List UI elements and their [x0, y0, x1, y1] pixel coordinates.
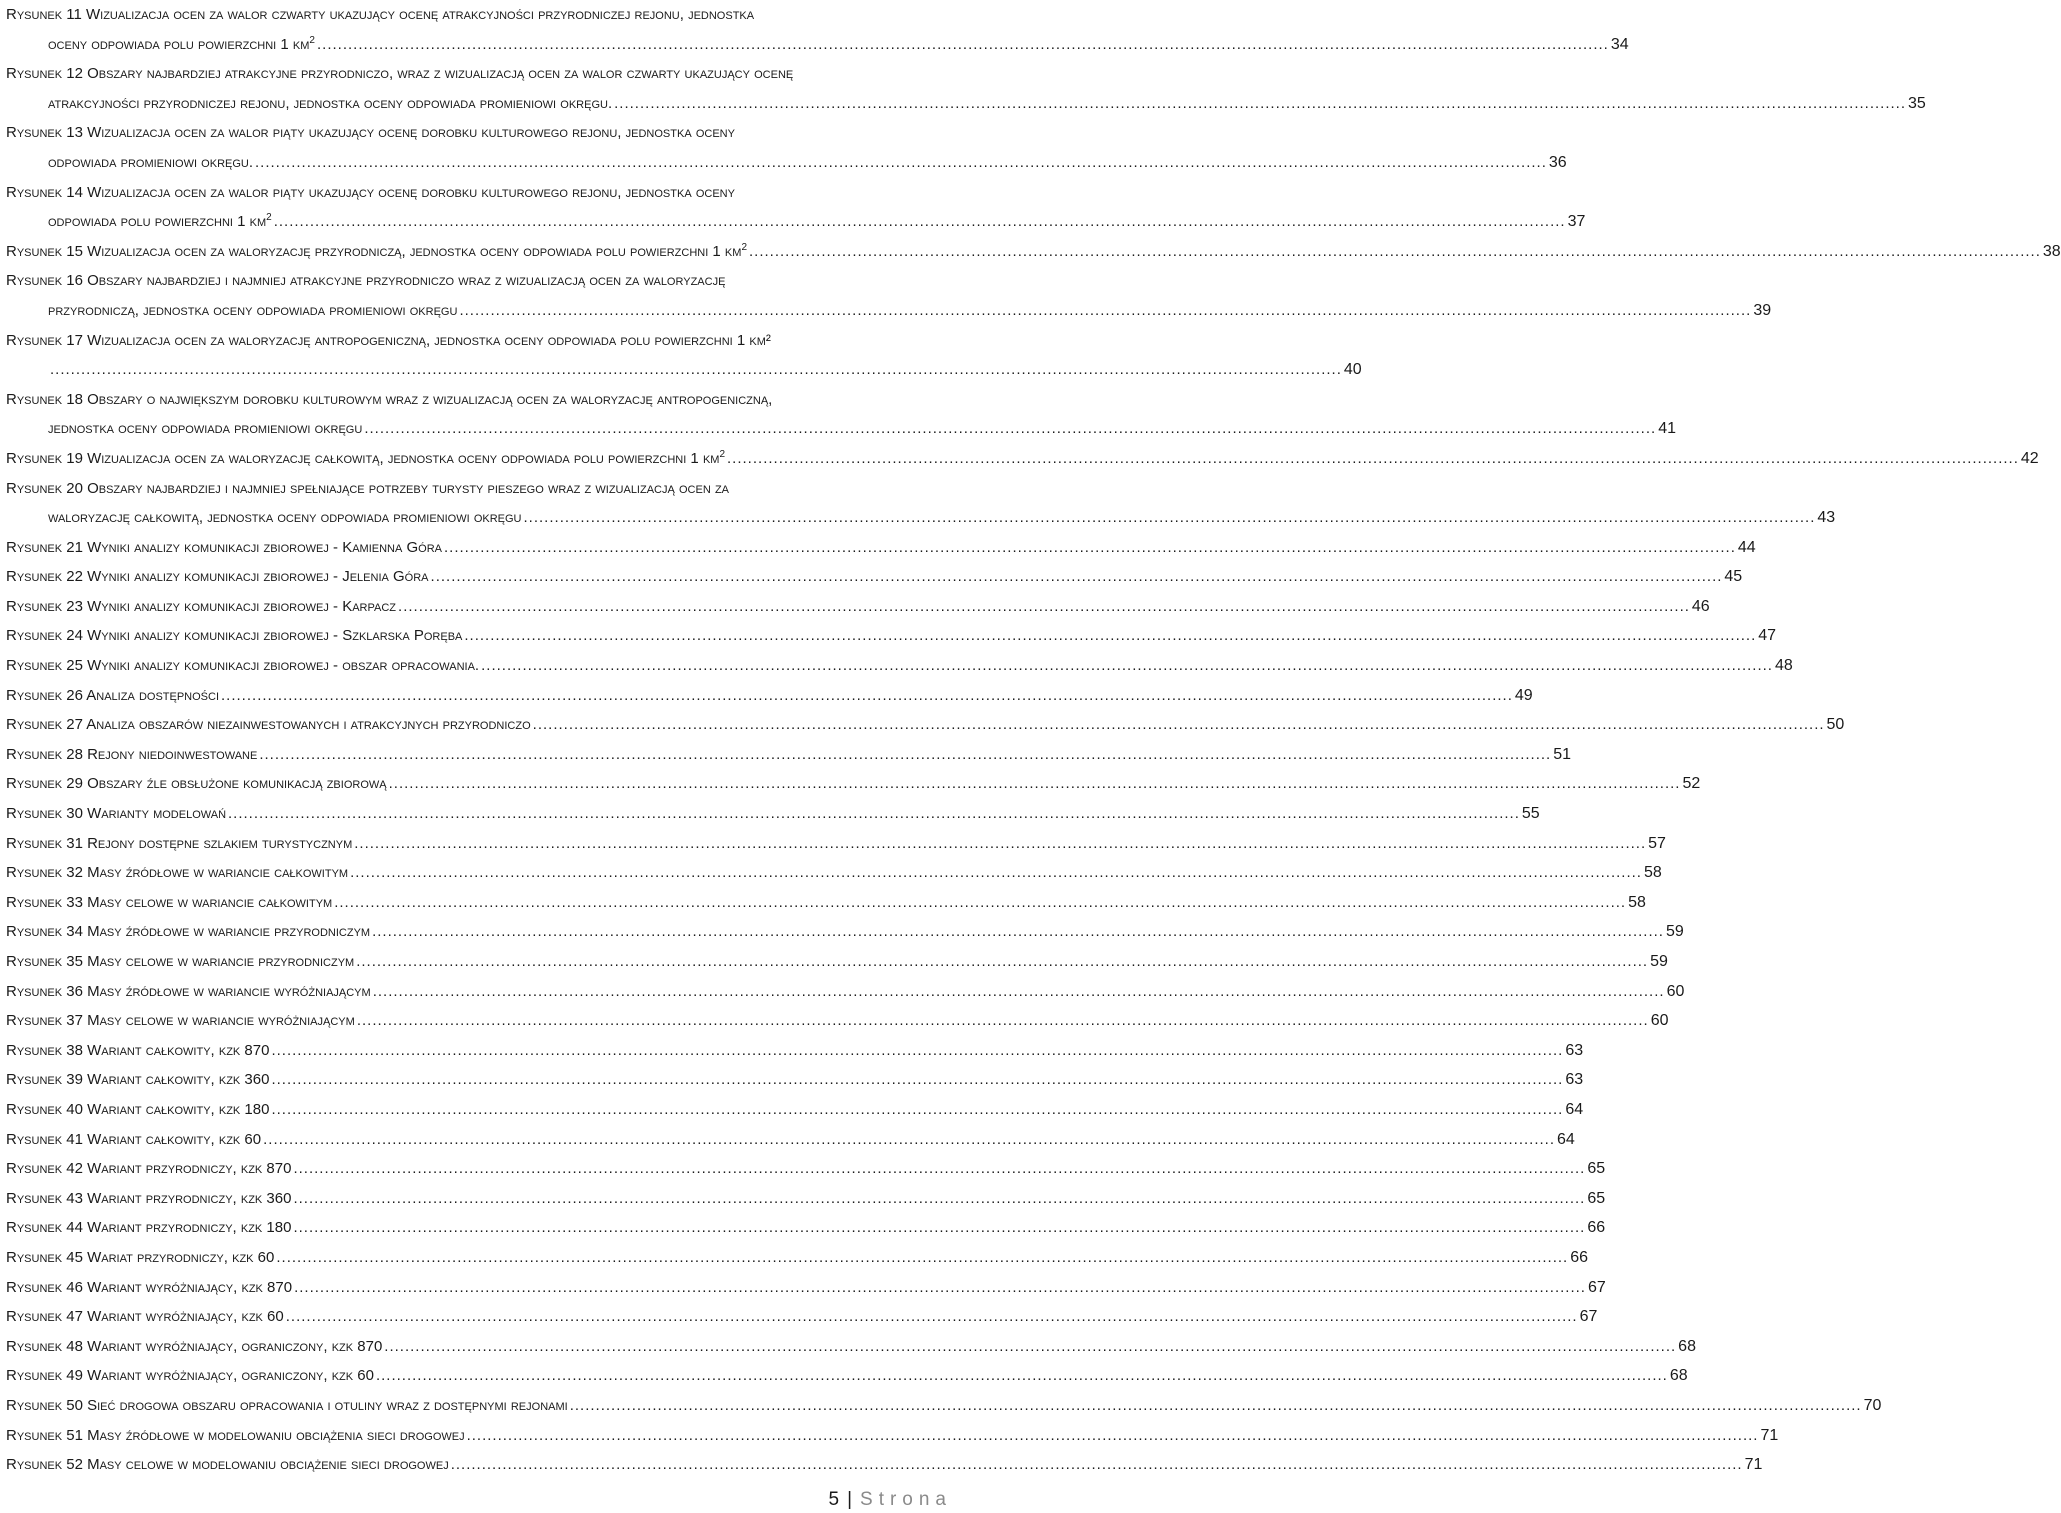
toc-entry[interactable] [6, 385, 1676, 444]
toc-entry-title-text: Rysunek 43 Wariant przyrodniczy, kzk 360 [6, 1189, 292, 1207]
toc-entry[interactable] [6, 1036, 1584, 1066]
dot-leader [356, 947, 1648, 977]
dot-leader [357, 1006, 1649, 1036]
dot-leader [524, 503, 1816, 533]
toc-entry-title [48, 148, 253, 178]
toc-entry-title [6, 1065, 269, 1095]
dot-leader [384, 1332, 1676, 1362]
toc-entry-title-text: Rysunek 41 Wariant całkowity, kzk 60 [6, 1130, 262, 1148]
toc-entry-title-text: odpowiada promieniowi okręgu. [48, 153, 254, 171]
toc-entry-title [6, 562, 429, 592]
toc-entry-title-text: Rysunek 44 Wariant przyrodniczy, kzk 180 [6, 1219, 292, 1237]
toc-entry[interactable] [6, 0, 1629, 59]
toc-entry-title-text: Rysunek 21 Wyniki analizy komunikacji zbiorowej - Kamienna Góra [6, 538, 443, 556]
toc-entry-page-number: 68 [1678, 1337, 1696, 1355]
dot-leader [228, 799, 1520, 829]
toc-entry-title-line: Rysunek 14 Wizualizacja ocen za walor piąty ukazujący ocenę dorobku kulturowego rejonu, jednostka oceny [6, 183, 735, 201]
dot-leader [749, 237, 2041, 267]
dot-leader [570, 1391, 1862, 1421]
toc-entry-title-line: Rysunek 11 Wizualizacja ocen za walor czwarty ukazujący ocenę atrakcyjności przyrodniczej rejonu, jednostka [6, 6, 755, 23]
toc-entry[interactable] [6, 326, 1362, 385]
dot-leader [389, 769, 1681, 799]
toc-entry[interactable] [6, 444, 2039, 474]
toc-entry-page-number: 70 [1863, 1396, 1882, 1414]
dot-leader [271, 1065, 1563, 1095]
toc-entry[interactable] [6, 1154, 1606, 1184]
toc-entry-title [6, 1421, 465, 1451]
toc-entry[interactable] [6, 1450, 1763, 1480]
toc-entry-title-text: Rysunek 24 Wyniki analizy komunikacji zbiorowej - Szklarska Poręba [6, 627, 463, 645]
dot-leader [614, 89, 1906, 119]
toc-entry-title [6, 1184, 291, 1214]
toc-entry-title-line: Rysunek 17 Wizualizacja ocen za waloryzację antropogeniczną, jednostka oceny odpowiada polu powierzchni 1 km² [6, 331, 771, 349]
dot-leader [533, 710, 1825, 740]
toc-entry-page-number: 58 [1628, 893, 1646, 911]
dot-leader [293, 1213, 1585, 1243]
toc-entry-title [6, 710, 531, 740]
toc-entry-page-number: 48 [1774, 657, 1793, 675]
toc-entry[interactable] [6, 1213, 1606, 1243]
toc-entry-page-number: 58 [1643, 864, 1662, 882]
toc-entry-title-text: Rysunek 26 Analiza dostępności [6, 686, 220, 704]
dot-leader [271, 1095, 1563, 1125]
toc-entry-title-text: atrakcyjności przyrodniczej rejonu, jednostka oceny odpowiada promieniowi okręgu. [48, 94, 613, 112]
toc-entry[interactable] [6, 1065, 1584, 1095]
toc-entry-page-number: 64 [1565, 1100, 1584, 1118]
toc-entry[interactable] [6, 59, 1926, 118]
toc-entry-title-text: Rysunek 50 Sieć drogowa obszaru opracowania i otuliny wraz z dostępnymi rejonami [6, 1396, 568, 1414]
toc-entry-title [6, 681, 219, 711]
dot-leader [354, 829, 1646, 859]
toc-entry-title [6, 444, 725, 474]
toc-entry-page-number: 52 [1682, 775, 1701, 793]
toc-entry-title-text: Rysunek 22 Wyniki analizy komunikacji zbiorowej - Jelenia Góra [6, 568, 429, 586]
toc-entry-page-number: 65 [1587, 1189, 1606, 1207]
dot-leader [350, 858, 1642, 888]
toc-entry[interactable] [6, 1184, 1606, 1214]
toc-entry-page-number: 71 [1744, 1456, 1763, 1474]
toc-entry-title-text: Rysunek 33 Masy celowe w wariancie całkowitym [6, 893, 333, 911]
toc-entry[interactable] [6, 710, 1845, 740]
toc-entry-title [6, 1095, 269, 1125]
toc-entry-title-text: Rysunek 36 Masy źródłowe w wariancie wyróżniającym [6, 982, 371, 1000]
toc-entry-title [6, 592, 396, 622]
toc-entry-title-text: Rysunek 23 Wyniki analizy komunikacji zbiorowej - Karpacz [6, 597, 397, 615]
toc-entry-title-text: Rysunek 19 Wizualizacja ocen za waloryzację całkowitą, jednostka oceny odpowiada polu powierzchni 1 km [6, 449, 720, 467]
dot-leader [259, 740, 1551, 770]
dot-leader [451, 1450, 1743, 1480]
toc-entry-page-number: 57 [1648, 834, 1666, 852]
toc-entry[interactable] [6, 1125, 1575, 1155]
dot-leader [398, 592, 1690, 622]
dot-leader [294, 1273, 1586, 1303]
toc-entry-title [6, 829, 352, 859]
toc-entry-page-number: 44 [1737, 538, 1756, 556]
toc-entry-page-number: 38 [2042, 242, 2061, 260]
toc-entry-title [48, 207, 272, 237]
toc-entry-title-text: jednostka oceny odpowiada promieniowi okręgu [48, 420, 363, 438]
toc-entry[interactable] [6, 740, 1571, 770]
dot-leader [50, 355, 1342, 385]
toc-entry-title [6, 947, 354, 977]
toc-entry-title-text: Rysunek 45 Wariat przyrodniczy, kzk 60 [6, 1248, 275, 1266]
toc-entry-title-text: Rysunek 37 Masy celowe w wariancie wyróżniającym [6, 1012, 355, 1030]
toc-entry[interactable] [6, 592, 1710, 622]
toc-entry[interactable] [6, 562, 1743, 592]
toc-entry-page-number: 59 [1650, 953, 1668, 970]
dot-leader [364, 414, 1656, 444]
toc-entry-title-text: Rysunek 31 Rejony dostępne szlakiem turystycznym [6, 834, 353, 852]
toc-entry-page-number: 43 [1817, 509, 1836, 527]
toc-entry-page-number: 60 [1650, 1012, 1669, 1030]
toc-entry-title-text: oceny odpowiada polu powierzchni 1 km [48, 35, 310, 53]
superscript: 2 [309, 34, 315, 46]
toc-entry-title-text: Rysunek 40 Wariant całkowity, kzk 180 [6, 1100, 270, 1118]
dot-leader [444, 533, 1736, 563]
toc-entry-title [6, 977, 371, 1007]
toc-entry[interactable] [6, 178, 1586, 237]
toc-entry-title-line: Rysunek 18 Obszary o największym dorobku kulturowym wraz z wizualizacją ocen za waloryzację antropogeniczną, [6, 390, 773, 408]
toc-entry-title [6, 1125, 261, 1155]
toc-entry[interactable] [6, 474, 1836, 533]
toc-entry-title [6, 1036, 269, 1066]
table-of-figures [6, 0, 2061, 1480]
dot-leader [376, 1361, 1668, 1391]
dot-leader [481, 651, 1773, 681]
toc-entry-title-line: Rysunek 16 Obszary najbardziej i najmniej atrakcyjne przyrodniczo wraz z wizualizacją ocen za waloryzację [6, 272, 726, 290]
toc-entry[interactable] [6, 769, 1701, 799]
toc-entry-title [48, 89, 612, 119]
toc-entry-title [6, 621, 462, 651]
dot-leader [727, 444, 2019, 474]
toc-entry-title [6, 1213, 291, 1243]
toc-entry[interactable] [6, 651, 1793, 681]
toc-entry[interactable] [6, 533, 1756, 563]
toc-entry-title-text: Rysunek 42 Wariant przyrodniczy, kzk 870 [6, 1160, 292, 1178]
toc-entry[interactable] [6, 829, 1666, 859]
dot-leader [317, 30, 1609, 60]
dot-leader [263, 1125, 1555, 1155]
toc-entry-page-number: 51 [1553, 745, 1571, 763]
toc-entry-title [6, 1332, 382, 1362]
toc-entry-title-text: Rysunek 49 Wariant wyróżniający, ograniczony, kzk 60 [6, 1367, 374, 1385]
dot-leader [286, 1302, 1578, 1332]
toc-entry-title-text: Rysunek 27 Analiza obszarów niezainwestowanych i atrakcyjnych przyrodniczo [6, 716, 531, 734]
toc-entry-title-text: Rysunek 15 Wizualizacja ocen za waloryzację przyrodniczą, jednostka oceny odpowiada polu powierzchni 1 km [6, 242, 742, 260]
toc-entry[interactable] [6, 621, 1777, 651]
toc-entry-title [6, 858, 348, 888]
toc-entry-title-text: Rysunek 52 Masy celowe w modelowaniu obciążenie sieci drogowej [6, 1456, 449, 1474]
toc-entry[interactable] [6, 1332, 1696, 1362]
toc-entry-title [48, 296, 457, 326]
toc-entry[interactable] [6, 977, 1685, 1007]
dot-leader [274, 207, 1566, 237]
toc-entry-page-number: 46 [1691, 597, 1710, 615]
dot-leader [464, 621, 1756, 651]
dot-leader [372, 917, 1664, 947]
superscript: 2 [266, 212, 272, 224]
toc-entry-title-text: Rysunek 51 Masy źródłowe w modelowaniu obciążenia sieci drogowej [6, 1426, 465, 1444]
toc-entry[interactable] [6, 237, 2061, 267]
dot-leader [334, 888, 1626, 918]
superscript: 2 [719, 448, 726, 460]
dot-leader [373, 977, 1665, 1007]
toc-entry-title [48, 30, 315, 60]
toc-entry-title-text: waloryzację całkowitą, jednostka oceny odpowiada promieniowi okręgu [48, 509, 522, 527]
dot-leader [293, 1154, 1585, 1184]
page-footer [829, 1489, 953, 1511]
superscript: 2 [741, 241, 747, 253]
toc-entry[interactable] [6, 917, 1684, 947]
toc-entry-page-number: 49 [1514, 686, 1533, 704]
toc-entry-page-number: 66 [1570, 1248, 1589, 1266]
toc-entry-title-text: Rysunek 25 Wyniki analizy komunikacji zbiorowej - obszar opracowania. [6, 657, 480, 675]
toc-entry-title [6, 917, 370, 947]
toc-entry[interactable] [6, 681, 1533, 711]
toc-entry-page-number: 71 [1760, 1426, 1779, 1444]
toc-entry-page-number: 59 [1665, 923, 1684, 941]
dot-leader [271, 1036, 1563, 1066]
toc-entry[interactable] [6, 118, 1567, 177]
footer-separator: | [847, 1489, 853, 1510]
toc-entry[interactable] [6, 799, 1540, 829]
toc-entry-title [6, 651, 479, 681]
toc-entry[interactable] [6, 1243, 1589, 1273]
toc-entry-title [48, 414, 362, 444]
toc-entry-title-text: odpowiada polu powierzchni 1 km [48, 213, 267, 231]
toc-entry-page-number: 66 [1587, 1219, 1606, 1237]
toc-entry-page-number: 39 [1753, 301, 1772, 319]
toc-entry[interactable] [6, 1361, 1688, 1391]
toc-entry-title [6, 1273, 292, 1303]
toc-entry-title-text: przyrodniczą, jednostka oceny odpowiada promieniowi okręgu [48, 301, 458, 319]
toc-entry[interactable] [6, 888, 1646, 918]
dot-leader [276, 1243, 1568, 1273]
toc-entry-title [6, 769, 387, 799]
toc-entry-page-number: 67 [1579, 1308, 1598, 1326]
toc-entry[interactable] [6, 947, 1668, 977]
toc-entry-page-number: 40 [1343, 361, 1362, 379]
toc-entry-title-text: Rysunek 35 Masy celowe w wariancie przyrodniczym [6, 953, 355, 970]
toc-entry-title-text: Rysunek 48 Wariant wyróżniający, ograniczony, kzk 870 [6, 1337, 383, 1355]
toc-entry-title [6, 1243, 274, 1273]
toc-entry-title-text: Rysunek 29 Obszary źle obsłużone komunikacją zbiorową [6, 775, 387, 793]
toc-entry-title-text: Rysunek 28 Rejony niedoinwestowane [6, 745, 258, 763]
toc-entry[interactable] [6, 858, 1662, 888]
toc-entry-page-number: 36 [1548, 153, 1567, 171]
toc-entry-title [6, 237, 747, 267]
toc-entry-title [6, 740, 257, 770]
toc-entry-page-number: 41 [1658, 420, 1676, 438]
dot-leader [467, 1421, 1759, 1451]
page-number: 5 [828, 1489, 840, 1510]
toc-entry-title [6, 1006, 355, 1036]
toc-entry-title-line: Rysunek 20 Obszary najbardziej i najmniej spełniające potrzeby turysty pieszego wraz z wizualizacją ocen za [6, 479, 729, 497]
toc-entry-title-line: Rysunek 13 Wizualizacja ocen za walor piąty ukazujący ocenę dorobku kulturowego rejonu, jednostka oceny [6, 124, 735, 142]
toc-entry-title-text: Rysunek 38 Wariant całkowity, kzk 870 [6, 1041, 270, 1059]
dot-leader [293, 1184, 1585, 1214]
toc-entry-title-line: Rysunek 12 Obszary najbardziej atrakcyjne przyrodniczo, wraz z wizualizacją ocen za walor czwarty ukazujący ocenę [6, 65, 794, 83]
dot-leader [221, 681, 1513, 711]
toc-entry-page-number: 37 [1567, 213, 1586, 231]
toc-entry-page-number: 50 [1826, 716, 1845, 734]
toc-entry-title [6, 1302, 284, 1332]
toc-entry-title-text: Rysunek 39 Wariant całkowity, kzk 360 [6, 1071, 270, 1089]
toc-entry[interactable] [6, 1095, 1584, 1125]
toc-entry-page-number: 60 [1666, 982, 1685, 1000]
toc-entry-page-number: 45 [1724, 568, 1743, 586]
toc-entry-page-number: 68 [1669, 1367, 1688, 1385]
dot-leader [431, 562, 1723, 592]
toc-entry-title-text: Rysunek 34 Masy źródłowe w wariancie przyrodniczym [6, 923, 371, 941]
toc-entry-title-text: Rysunek 46 Wariant wyróżniający, kzk 870 [6, 1278, 293, 1296]
toc-entry-page-number: 64 [1557, 1130, 1575, 1148]
footer-page-word: Strona [860, 1489, 952, 1510]
toc-entry[interactable] [6, 1302, 1598, 1332]
toc-entry-title [6, 533, 442, 563]
toc-entry-page-number: 65 [1587, 1160, 1606, 1178]
toc-entry-page-number: 35 [1908, 94, 1926, 112]
toc-entry[interactable] [6, 1391, 1882, 1421]
toc-entry-title [6, 888, 332, 918]
toc-entry-page-number: 47 [1758, 627, 1777, 645]
toc-entry-page-number: 55 [1521, 805, 1540, 823]
toc-entry-page-number: 34 [1610, 35, 1629, 53]
toc-entry-title [6, 799, 226, 829]
toc-entry-page-number: 67 [1587, 1278, 1606, 1296]
toc-entry-title [6, 1391, 568, 1421]
toc-entry-page-number: 63 [1565, 1071, 1584, 1089]
toc-entry[interactable] [6, 1273, 1606, 1303]
toc-entry-title [48, 503, 522, 533]
dot-leader [255, 148, 1547, 178]
toc-entry[interactable] [6, 1421, 1779, 1451]
toc-entry-title-text: Rysunek 30 Warianty modelowań [6, 805, 227, 823]
toc-entry[interactable] [6, 1006, 1669, 1036]
toc-entry-page-number: 42 [2020, 449, 2039, 467]
toc-entry-page-number: 63 [1565, 1041, 1584, 1059]
toc-entry-title-text: Rysunek 47 Wariant wyróżniający, kzk 60 [6, 1308, 284, 1326]
toc-entry-title [6, 1361, 374, 1391]
toc-entry-title-text: Rysunek 32 Masy źródłowe w wariancie całkowitym [6, 864, 349, 882]
toc-entry-title [6, 1450, 449, 1480]
toc-entry-title [6, 1154, 291, 1184]
toc-entry[interactable] [6, 266, 1772, 325]
dot-leader [459, 296, 1751, 326]
